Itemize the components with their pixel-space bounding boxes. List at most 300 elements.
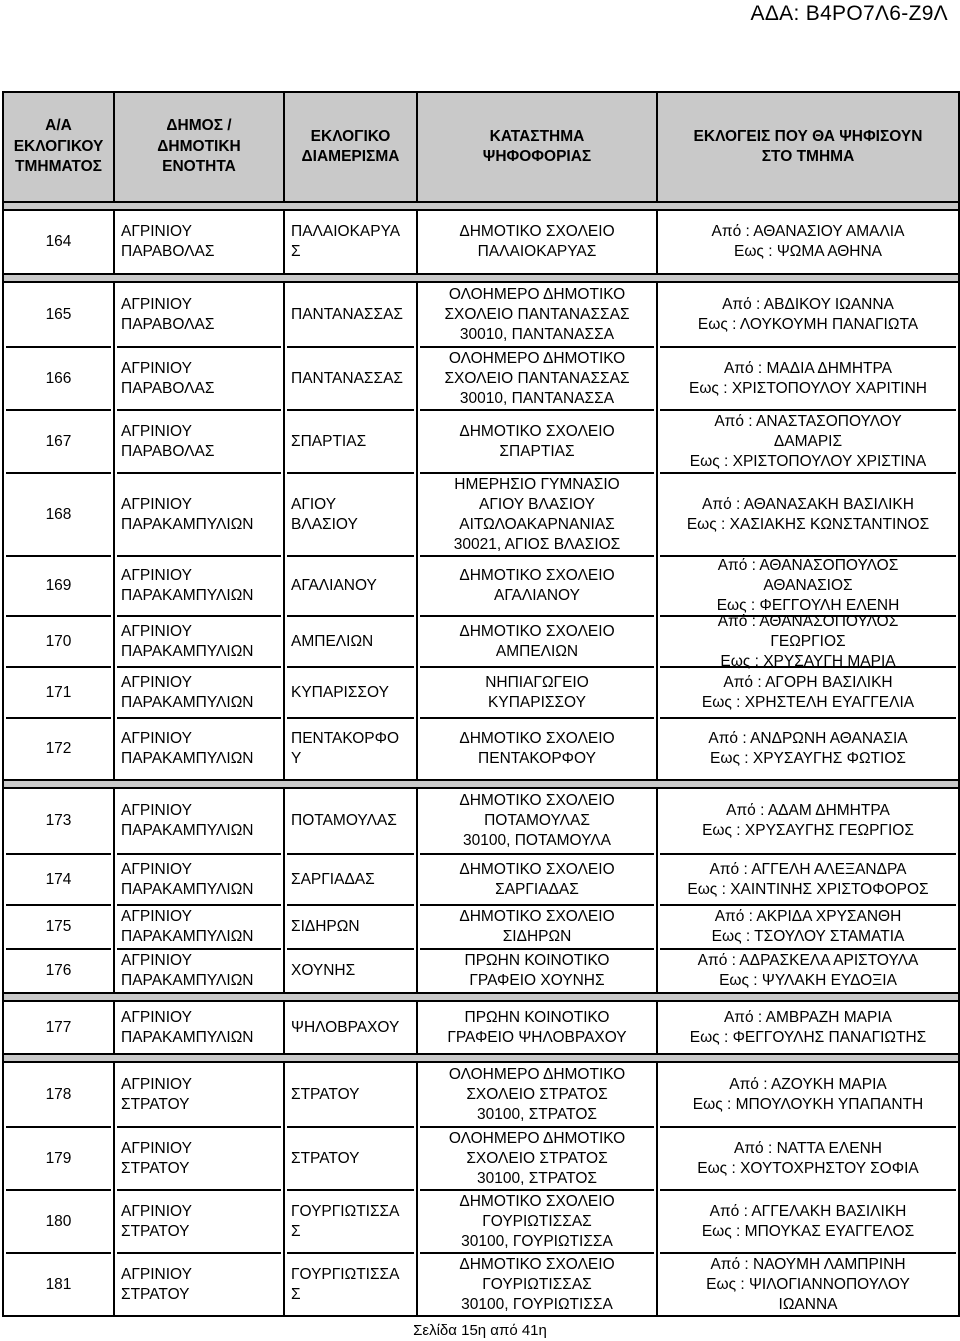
cell-entry: [420, 948, 654, 992]
cell-entry: [287, 283, 414, 346]
cell-entry: [6, 1002, 111, 1053]
cell-entry: [287, 1126, 414, 1189]
text-line: ΓΟΥΡΙΩΤΙΣΣΑΣ: [482, 1275, 592, 1293]
text-line: ΣΑΡΓΙΑΔΑΣ: [495, 880, 579, 898]
cell-entry: [420, 717, 654, 779]
text-line: ΝΗΠΙΑΓΩΓΕΙΟ: [485, 673, 589, 691]
text-line: ΕΝΟΤΗΤΑ: [162, 158, 236, 176]
text-line: ΠΑΡΑΒΟΛΑΣ: [121, 442, 215, 460]
text-line: ΑΓΡΙΝΙΟΥ: [121, 908, 192, 925]
cell-katastima: [417, 1001, 657, 1054]
text-line: Από : ΑΘΑΝΑΣΙΟΥ ΑΜΑΛΙΑ: [711, 223, 905, 240]
text-line: ΣΧΟΛΕΙΟ ΣΤΡΑΤΟΣ: [466, 1149, 608, 1167]
text-line: ΔΙΑΜΕΡΙΣΜΑ: [301, 148, 400, 165]
cell-entry: [420, 615, 654, 666]
text-line: 30010, ΠΑΝΤΑΝΑΣΣΑ: [459, 389, 615, 407]
text-line: 30100, ΣΤΡΑΤΟΣ: [477, 1105, 597, 1123]
cell-entry: [6, 615, 111, 666]
header-aa: [3, 92, 114, 202]
page-footer: Σελίδα 15η από 41η: [413, 1322, 547, 1339]
text-line: Από : ΑΓΓΕΛΑΚΗ ΒΑΣΙΛΙΚΗ: [709, 1202, 907, 1220]
text-line: Υ: [291, 750, 302, 767]
cell-entry: [420, 666, 654, 717]
text-line: ΑΓΡΙΝΙΟΥ: [121, 802, 192, 819]
cell-entry: [6, 283, 111, 346]
text-line: Από : ΑΜΒΡΑΖΗ ΜΑΡΙΑ: [723, 1008, 893, 1026]
text-line: ΓΟΥΡΓΙΩΤΙΣΣΑ: [291, 1265, 400, 1283]
text-line: Από : ΑΔΑΜ ΔΗΜΗΤΡΑ: [726, 802, 890, 819]
cell-ekloges: [657, 1062, 959, 1316]
text-line: ΔΑΜΑΡΙΣ: [773, 432, 843, 450]
text-line: ΗΜΕΡΗΣΙΟ ΓΥΜΝΑΣΙΟ: [454, 475, 620, 493]
cell-diamerisma: [284, 1062, 417, 1316]
text-line: Από : ΑΝΑΣΤΑΣΟΠΟΥΛΟΥ: [714, 412, 902, 430]
cell-entry: [287, 717, 414, 779]
cell-entry: [117, 717, 281, 779]
cell-entry: [660, 555, 956, 615]
text-line: ΑΓΡΙΝΙΟΥ: [121, 495, 192, 513]
text-line: Εως : ΧΡΥΣΑΥΓΗΣ ΦΩΤΙΟΣ: [710, 750, 906, 767]
text-line: ΑΓΡΙΝΙΟΥ: [121, 1008, 192, 1026]
cell-ekloges: [657, 788, 959, 993]
text-line: Από : ΑΓΓΕΛΗ ΑΛΕΞΑΝΔΡΑ: [709, 860, 907, 878]
cell-aa: [3, 282, 114, 780]
text-line: ΣΠΑΡΤΙΑΣ: [499, 442, 575, 460]
text-line: 179: [45, 1149, 72, 1167]
cell-entry: [6, 1063, 111, 1126]
text-line: ΟΛΟΗΜΕΡΟ ΔΗΜΟΤΙΚΟ: [448, 349, 626, 367]
text-line: ΓΟΥΡΓΙΩΤΙΣΣΑ: [291, 1202, 400, 1220]
text-line: ΕΚΛΟΓΙΚΟΥ: [13, 137, 104, 155]
text-line: ΣΤΡΑΤΟΥ: [121, 1159, 190, 1177]
text-line: ΠΑΛΑΙΟΚΑΡΥΑΣ: [477, 243, 597, 260]
cell-entry: [117, 904, 281, 948]
text-line: Εως : ΛΟΥΚΟΥΜΗ ΠΑΝΑΓΙΩΤΑ: [697, 315, 919, 333]
cell-entry: [287, 1063, 414, 1126]
cell-diamerisma: [284, 282, 417, 780]
text-line: ΣΤΡΑΤΟΥ: [291, 1085, 360, 1103]
cell-entry: [117, 666, 281, 717]
cell-ekloges: [657, 282, 959, 780]
cell-entry: [287, 1252, 414, 1315]
text-line: ΤΜΗΜΑΤΟΣ: [15, 158, 102, 176]
text-line: 181: [45, 1275, 72, 1293]
header-ekloges: [657, 92, 959, 202]
text-line: 167: [45, 432, 72, 450]
cell-entry: [660, 1002, 956, 1053]
cell-diamerisma: [284, 1001, 417, 1054]
cell-entry: [660, 1063, 956, 1126]
text-line: ΑΓΡΙΝΙΟΥ: [121, 952, 192, 969]
cell-ekloges: [657, 1001, 959, 1054]
text-line: ΔΗΜΟΤΙΚΟ ΣΧΟΛΕΙΟ: [459, 860, 615, 878]
text-line: ΑΓΡΙΝΙΟΥ: [121, 223, 192, 240]
text-line: ΠΟΤΑΜΟΥΛΑΣ: [291, 812, 397, 829]
text-line: ΑΓΙΟΥ: [291, 495, 337, 513]
cell-entry: [420, 472, 654, 555]
cell-entry: [117, 1189, 281, 1252]
text-line: 174: [45, 870, 72, 888]
text-line: ΠΡΩΗΝ ΚΟΙΝΟΤΙΚΟ: [464, 1008, 610, 1026]
text-line: ΠΑΝΤΑΝΑΣΣΑΣ: [291, 305, 403, 323]
cell-entry: [420, 346, 654, 409]
text-line: 171: [45, 683, 72, 701]
cell-entry: [420, 409, 654, 472]
text-line: Εως : ΤΣΟΥΛΟΥ ΣΤΑΜΑΤΙΑ: [711, 928, 905, 945]
text-line: ΒΛΑΣΙΟΥ: [291, 515, 358, 533]
cell-entry: [117, 211, 281, 273]
cell-entry: [6, 948, 111, 992]
text-line: ΣΤΡΑΤΟΥ: [291, 1149, 360, 1167]
cell-dhmos: [114, 788, 284, 993]
text-line: ΕΚΛΟΓΕΙΣ ΠΟΥ ΘΑ ΨΗΦΙΣΟΥΝ: [693, 127, 923, 145]
text-line: Εως : ΧΟΥΤΟΧΡΗΣΤΟΥ ΣΟΦΙΑ: [697, 1159, 919, 1177]
text-line: ΔΗΜΟΤΙΚΟ ΣΧΟΛΕΙΟ: [459, 622, 615, 640]
cell-aa: [3, 1001, 114, 1054]
group-separator: [3, 993, 959, 1001]
cell-ekloges: [657, 210, 959, 274]
group-separator: [3, 780, 959, 788]
text-line: ΔΗΜΟΤΙΚΟ ΣΧΟΛΕΙΟ: [459, 730, 615, 747]
separator-cell: [3, 274, 959, 282]
text-line: Σ: [291, 1222, 301, 1240]
text-line: 180: [45, 1212, 72, 1230]
text-line: ΣΑΡΓΙΑΔΑΣ: [291, 870, 375, 888]
text-line: Εως : ΧΡΙΣΤΟΠΟΥΛΟΥ ΧΡΙΣΤΙΝΑ: [689, 452, 927, 470]
table-row: [3, 1062, 959, 1316]
cell-entry: [6, 853, 111, 904]
cell-entry: [6, 1252, 111, 1315]
text-line: ΨΗΦΟΦΟΡΙΑΣ: [482, 148, 592, 165]
text-line: Από : ΑΚΡΙΔΑ ΧΡΥΣΑΝΘΗ: [714, 908, 902, 925]
cell-entry: [420, 1063, 654, 1126]
text-line: ΣΤΡΑΤΟΥ: [121, 1095, 190, 1113]
text-line: ΚΥΠΑΡΙΣΣΟΥ: [291, 683, 389, 701]
text-line: Εως : ΧΑΣΙΑΚΗΣ ΚΩΝΣΤΑΝΤΙΝΟΣ: [686, 515, 930, 533]
cell-aa: [3, 1062, 114, 1316]
text-line: ΠΑΡΑΚΑΜΠΥΛΙΩΝ: [121, 928, 254, 945]
cell-entry: [287, 409, 414, 472]
cell-entry: [287, 948, 414, 992]
text-line: Από : ΑΔΡΑΣΚΕΛΑ ΑΡΙΣΤΟΥΛΑ: [697, 952, 919, 969]
text-line: ΔΗΜΟΤΙΚΟ ΣΧΟΛΕΙΟ: [459, 1255, 615, 1273]
cell-entry: [287, 211, 414, 273]
cell-entry: [117, 615, 281, 666]
cell-entry: [117, 555, 281, 615]
text-line: ΑΜΠΕΛΙΩΝ: [291, 632, 374, 650]
cell-entry: [420, 1126, 654, 1189]
text-line: ΑΘΑΝΑΣΙΟΣ: [763, 577, 853, 594]
cell-entry: [660, 409, 956, 472]
cell-entry: [420, 853, 654, 904]
text-line: ΣΧΟΛΕΙΟ ΠΑΝΤΑΝΑΣΣΑΣ: [444, 369, 630, 387]
text-line: 30021, ΑΓΙΟΣ ΒΛΑΣΙΟΣ: [453, 535, 621, 553]
text-line: ΑΓΡΙΝΙΟΥ: [121, 860, 192, 878]
cell-entry: [287, 346, 414, 409]
cell-entry: [660, 666, 956, 717]
text-line: Από : ΝΑΤΤΑ ΕΛΕΝΗ: [734, 1139, 882, 1157]
text-line: 177: [45, 1018, 72, 1036]
text-line: 173: [45, 812, 72, 829]
cell-entry: [6, 211, 111, 273]
cell-entry: [287, 555, 414, 615]
cell-entry: [420, 283, 654, 346]
cell-entry: [660, 346, 956, 409]
cell-dhmos: [114, 282, 284, 780]
text-line: ΣΤΡΑΤΟΥ: [121, 1222, 190, 1240]
header-katastima: [417, 92, 657, 202]
text-line: ΣΠΑΡΤΙΑΣ: [291, 432, 367, 450]
text-line: ΔΗΜΟΤΙΚΟ ΣΧΟΛΕΙΟ: [459, 908, 615, 925]
cell-entry: [420, 211, 654, 273]
cell-entry: [660, 904, 956, 948]
text-line: ΙΩΑΝΝΑ: [778, 1295, 838, 1313]
cell-entry: [6, 789, 111, 853]
text-line: ΟΛΟΗΜΕΡΟ ΔΗΜΟΤΙΚΟ: [448, 1065, 626, 1083]
text-line: ΚΑΤΑΣΤΗΜΑ: [489, 127, 585, 145]
cell-katastima: [417, 282, 657, 780]
cell-entry: [660, 211, 956, 273]
text-line: ΕΚΛΟΓΙΚΟ: [310, 127, 391, 145]
cell-entry: [660, 1252, 956, 1315]
cell-dhmos: [114, 1062, 284, 1316]
text-line: ΚΥΠΑΡΙΣΣΟΥ: [488, 693, 586, 711]
text-line: ΑΓΡΙΝΙΟΥ: [121, 295, 192, 313]
text-line: ΔΗΜΟΤΙΚΟ ΣΧΟΛΕΙΟ: [459, 223, 615, 240]
separator-cell: [3, 1054, 959, 1062]
cell-entry: [660, 283, 956, 346]
text-line: 170: [45, 632, 72, 650]
text-line: ΔΗΜΟΤΙΚΗ: [157, 137, 241, 155]
text-line: ΠΑΡΑΚΑΜΠΥΛΙΩΝ: [121, 587, 254, 604]
cell-entry: [6, 472, 111, 555]
cell-entry: [117, 346, 281, 409]
text-line: Εως : ΜΠΟΥΚΑΣ ΕΥΑΓΓΕΛΟΣ: [701, 1222, 915, 1240]
text-line: ΔΗΜΟΤΙΚΟ ΣΧΟΛΕΙΟ: [459, 792, 615, 809]
text-line: 178: [45, 1085, 72, 1103]
separator-cell: [3, 202, 959, 210]
text-line: ΓΕΩΡΓΙΟΣ: [770, 632, 846, 650]
text-line: 176: [45, 962, 72, 979]
cell-entry: [117, 853, 281, 904]
cell-entry: [117, 283, 281, 346]
text-line: ΠΕΝΤΑΚΟΡΦΟ: [291, 730, 400, 747]
cell-entry: [287, 615, 414, 666]
cell-entry: [420, 904, 654, 948]
text-line: Εως : ΧΡΥΣΑΥΓΗΣ ΓΕΩΡΓΙΟΣ: [702, 822, 914, 839]
text-line: ΠΑΛΑΙΟΚΑΡΥΑ: [291, 223, 401, 240]
separator-cell: [3, 993, 959, 1001]
text-line: Από : ΑΝΔΡΩΝΗ ΑΘΑΝΑΣΙΑ: [708, 730, 908, 747]
text-line: ΨΗΛΟΒΡΑΧΟΥ: [291, 1018, 400, 1036]
table-row: [3, 210, 959, 274]
text-line: Εως : ΦΕΓΓΟΥΛΗ ΕΛΕΝΗ: [716, 597, 900, 614]
text-line: ΓΟΥΡΙΩΤΙΣΣΑΣ: [482, 1212, 592, 1230]
cell-entry: [6, 1189, 111, 1252]
cell-entry: [660, 472, 956, 555]
cell-entry: [287, 853, 414, 904]
text-line: ΔΗΜΟΤΙΚΟ ΣΧΟΛΕΙΟ: [459, 1192, 615, 1210]
text-line: Εως : ΧΑΙΝΤΙΝΗΣ ΧΡΙΣΤΟΦΟΡΟΣ: [687, 880, 929, 898]
ada-code: ΑΔΑ: Β4ΡΟ7Λ6-Ζ9Λ: [750, 2, 948, 25]
cell-entry: [6, 904, 111, 948]
text-line: 166: [45, 369, 72, 387]
text-line: 30100, ΣΤΡΑΤΟΣ: [477, 1169, 597, 1187]
cell-entry: [420, 789, 654, 853]
text-line: 168: [45, 505, 72, 523]
text-line: ΓΡΑΦΕΙΟ ΨΗΛΟΒΡΑΧΟΥ: [447, 1028, 627, 1046]
cell-entry: [117, 948, 281, 992]
header-diam: [284, 92, 417, 202]
text-line: ΣΤΟ ΤΜΗΜΑ: [761, 148, 855, 165]
text-line: Α/Α: [45, 117, 72, 135]
cell-entry: [660, 612, 956, 670]
cell-entry: [6, 555, 111, 615]
text-line: ΑΓΡΙΝΙΟΥ: [121, 1265, 192, 1283]
text-line: ΠΑΡΑΚΑΜΠΥΛΙΩΝ: [121, 515, 254, 533]
cell-entry: [117, 1252, 281, 1315]
text-line: ΑΓΑΛΙΑΝΟΥ: [494, 587, 580, 604]
text-line: ΑΓΑΛΙΑΝΟΥ: [291, 577, 377, 594]
group-separator: [3, 1054, 959, 1062]
cell-aa: [3, 210, 114, 274]
text-line: Εως : ΧΡΥΣΑΥΓΗ ΜΑΡΙΑ: [720, 652, 896, 670]
text-line: ΔΗΜΟΤΙΚΟ ΣΧΟΛΕΙΟ: [459, 422, 615, 440]
text-line: 30010, ΠΑΝΤΑΝΑΣΣΑ: [459, 325, 615, 343]
text-line: 30100, ΓΟΥΡΙΩΤΙΣΣΑ: [461, 1232, 613, 1250]
cell-dhmos: [114, 1001, 284, 1054]
text-line: Από : ΑΘΑΝΑΣΟΠΟΥΛΟΣ: [717, 612, 899, 630]
text-line: ΑΜΠΕΛΙΩΝ: [495, 642, 579, 660]
cell-entry: [287, 1189, 414, 1252]
text-line: Σ: [291, 243, 301, 260]
text-line: Εως : ΧΡΗΣΤΕΛΗ ΕΥΑΓΓΕΛΙΑ: [701, 693, 915, 711]
text-line: ΑΓΡΙΝΙΟΥ: [121, 1202, 192, 1220]
text-line: ΑΓΡΙΝΙΟΥ: [121, 622, 192, 640]
text-line: ΟΛΟΗΜΕΡΟ ΔΗΜΟΤΙΚΟ: [448, 285, 626, 303]
text-line: 30100, ΠΟΤΑΜΟΥΛΑ: [463, 832, 611, 849]
text-line: ΔΗΜΟΣ /: [166, 117, 232, 135]
cell-katastima: [417, 1062, 657, 1316]
cell-entry: [287, 472, 414, 555]
cell-entry: [660, 1126, 956, 1189]
text-line: ΠΑΡΑΚΑΜΠΥΛΙΩΝ: [121, 1028, 254, 1046]
text-line: Εως : ΨΥΛΑΚΗ ΕΥΔΟΞΙΑ: [719, 972, 897, 989]
cell-entry: [117, 409, 281, 472]
group-separator: [3, 274, 959, 282]
text-line: ΠΑΡΑΒΟΛΑΣ: [121, 379, 215, 397]
text-line: ΑΙΤΩΛΟΑΚΑΡΝΑΝΙΑΣ: [459, 515, 615, 533]
text-line: ΑΓΡΙΝΙΟΥ: [121, 422, 192, 440]
cell-diamerisma: [284, 788, 417, 993]
text-line: Εως : ΨΙΛΟΓΙΑΝΝΟΠΟΥΛΟΥ: [706, 1275, 910, 1293]
text-line: ΔΗΜΟΤΙΚΟ ΣΧΟΛΕΙΟ: [459, 567, 615, 584]
cell-entry: [6, 717, 111, 779]
text-line: ΑΓΙΟΥ ΒΛΑΣΙΟΥ: [479, 495, 595, 513]
cell-entry: [6, 409, 111, 472]
cell-entry: [287, 1002, 414, 1053]
table-body: [3, 92, 959, 1316]
cell-entry: [117, 472, 281, 555]
text-line: ΠΡΩΗΝ ΚΟΙΝΟΤΙΚΟ: [464, 952, 610, 969]
text-line: ΣΧΟΛΕΙΟ ΠΑΝΤΑΝΑΣΣΑΣ: [444, 305, 630, 323]
text-line: ΠΑΡΑΚΑΜΠΥΛΙΩΝ: [121, 693, 254, 711]
text-line: ΠΑΝΤΑΝΑΣΣΑΣ: [291, 369, 403, 387]
text-line: Από : ΑΘΑΝΑΣΑΚΗ ΒΑΣΙΛΙΚΗ: [702, 495, 914, 513]
cell-aa: [3, 788, 114, 993]
text-line: ΠΑΡΑΚΑΜΠΥΛΙΩΝ: [121, 822, 254, 839]
polling-stations-table: [2, 91, 960, 1317]
cell-katastima: [417, 210, 657, 274]
cell-entry: [420, 555, 654, 615]
group-separator: [3, 202, 959, 210]
cell-entry: [420, 1252, 654, 1315]
cell-entry: [117, 1002, 281, 1053]
header-dhmos: [114, 92, 284, 202]
text-line: ΠΑΡΑΚΑΜΠΥΛΙΩΝ: [121, 972, 254, 989]
text-line: ΠΑΡΑΒΟΛΑΣ: [121, 315, 215, 333]
text-line: ΑΓΡΙΝΙΟΥ: [121, 673, 192, 691]
text-line: ΑΓΡΙΝΙΟΥ: [121, 1139, 192, 1157]
cell-entry: [287, 789, 414, 853]
text-line: ΠΟΤΑΜΟΥΛΑΣ: [484, 812, 590, 829]
cell-entry: [6, 666, 111, 717]
cell-entry: [117, 1063, 281, 1126]
text-line: Σ: [291, 1285, 301, 1303]
text-line: ΓΡΑΦΕΙΟ ΧΟΥΝΗΣ: [469, 972, 605, 989]
cell-entry: [287, 666, 414, 717]
text-line: ΑΓΡΙΝΙΟΥ: [121, 730, 192, 747]
text-line: ΠΑΡΑΚΑΜΠΥΛΙΩΝ: [121, 642, 254, 660]
cell-entry: [660, 948, 956, 992]
text-line: Εως : ΨΩΜΑ ΑΘΗΝΑ: [733, 243, 882, 260]
text-line: ΑΓΡΙΝΙΟΥ: [121, 1075, 192, 1093]
cell-dhmos: [114, 210, 284, 274]
text-line: ΠΑΡΑΚΑΜΠΥΛΙΩΝ: [121, 880, 254, 898]
cell-entry: [420, 1002, 654, 1053]
text-line: Εως : ΦΕΓΓΟΥΛΗΣ ΠΑΝΑΓΙΩΤΗΣ: [689, 1028, 927, 1046]
text-line: ΠΕΝΤΑΚΟΡΦΟΥ: [478, 750, 596, 767]
text-line: 164: [45, 233, 72, 250]
cell-entry: [660, 853, 956, 904]
table-row: [3, 1001, 959, 1054]
cell-entry: [117, 789, 281, 853]
cell-entry: [660, 1189, 956, 1252]
text-line: ΑΓΡΙΝΙΟΥ: [121, 567, 192, 584]
cell-entry: [287, 904, 414, 948]
text-line: ΣΙΔΗΡΩΝ: [291, 918, 360, 935]
cell-entry: [660, 717, 956, 779]
separator-cell: [3, 780, 959, 788]
text-line: Από : ΑΖΟΥΚΗ ΜΑΡΙΑ: [729, 1075, 887, 1093]
text-line: ΣΧΟΛΕΙΟ ΣΤΡΑΤΟΣ: [466, 1085, 608, 1103]
cell-entry: [6, 1126, 111, 1189]
text-line: ΣΙΔΗΡΩΝ: [502, 928, 572, 945]
cell-entry: [420, 1189, 654, 1252]
cell-entry: [6, 346, 111, 409]
cell-diamerisma: [284, 210, 417, 274]
text-line: 175: [45, 918, 72, 935]
text-line: 169: [45, 577, 72, 594]
text-line: 172: [45, 740, 72, 757]
text-line: Εως : ΧΡΙΣΤΟΠΟΥΛΟΥ ΧΑΡΙΤΙΝΗ: [688, 379, 927, 397]
cell-entry: [117, 1126, 281, 1189]
text-line: ΧΟΥΝΗΣ: [291, 962, 356, 979]
text-line: 30100, ΓΟΥΡΙΩΤΙΣΣΑ: [461, 1295, 613, 1313]
table-row: [3, 282, 959, 780]
cell-katastima: [417, 788, 657, 993]
table-header-row: [3, 92, 959, 202]
